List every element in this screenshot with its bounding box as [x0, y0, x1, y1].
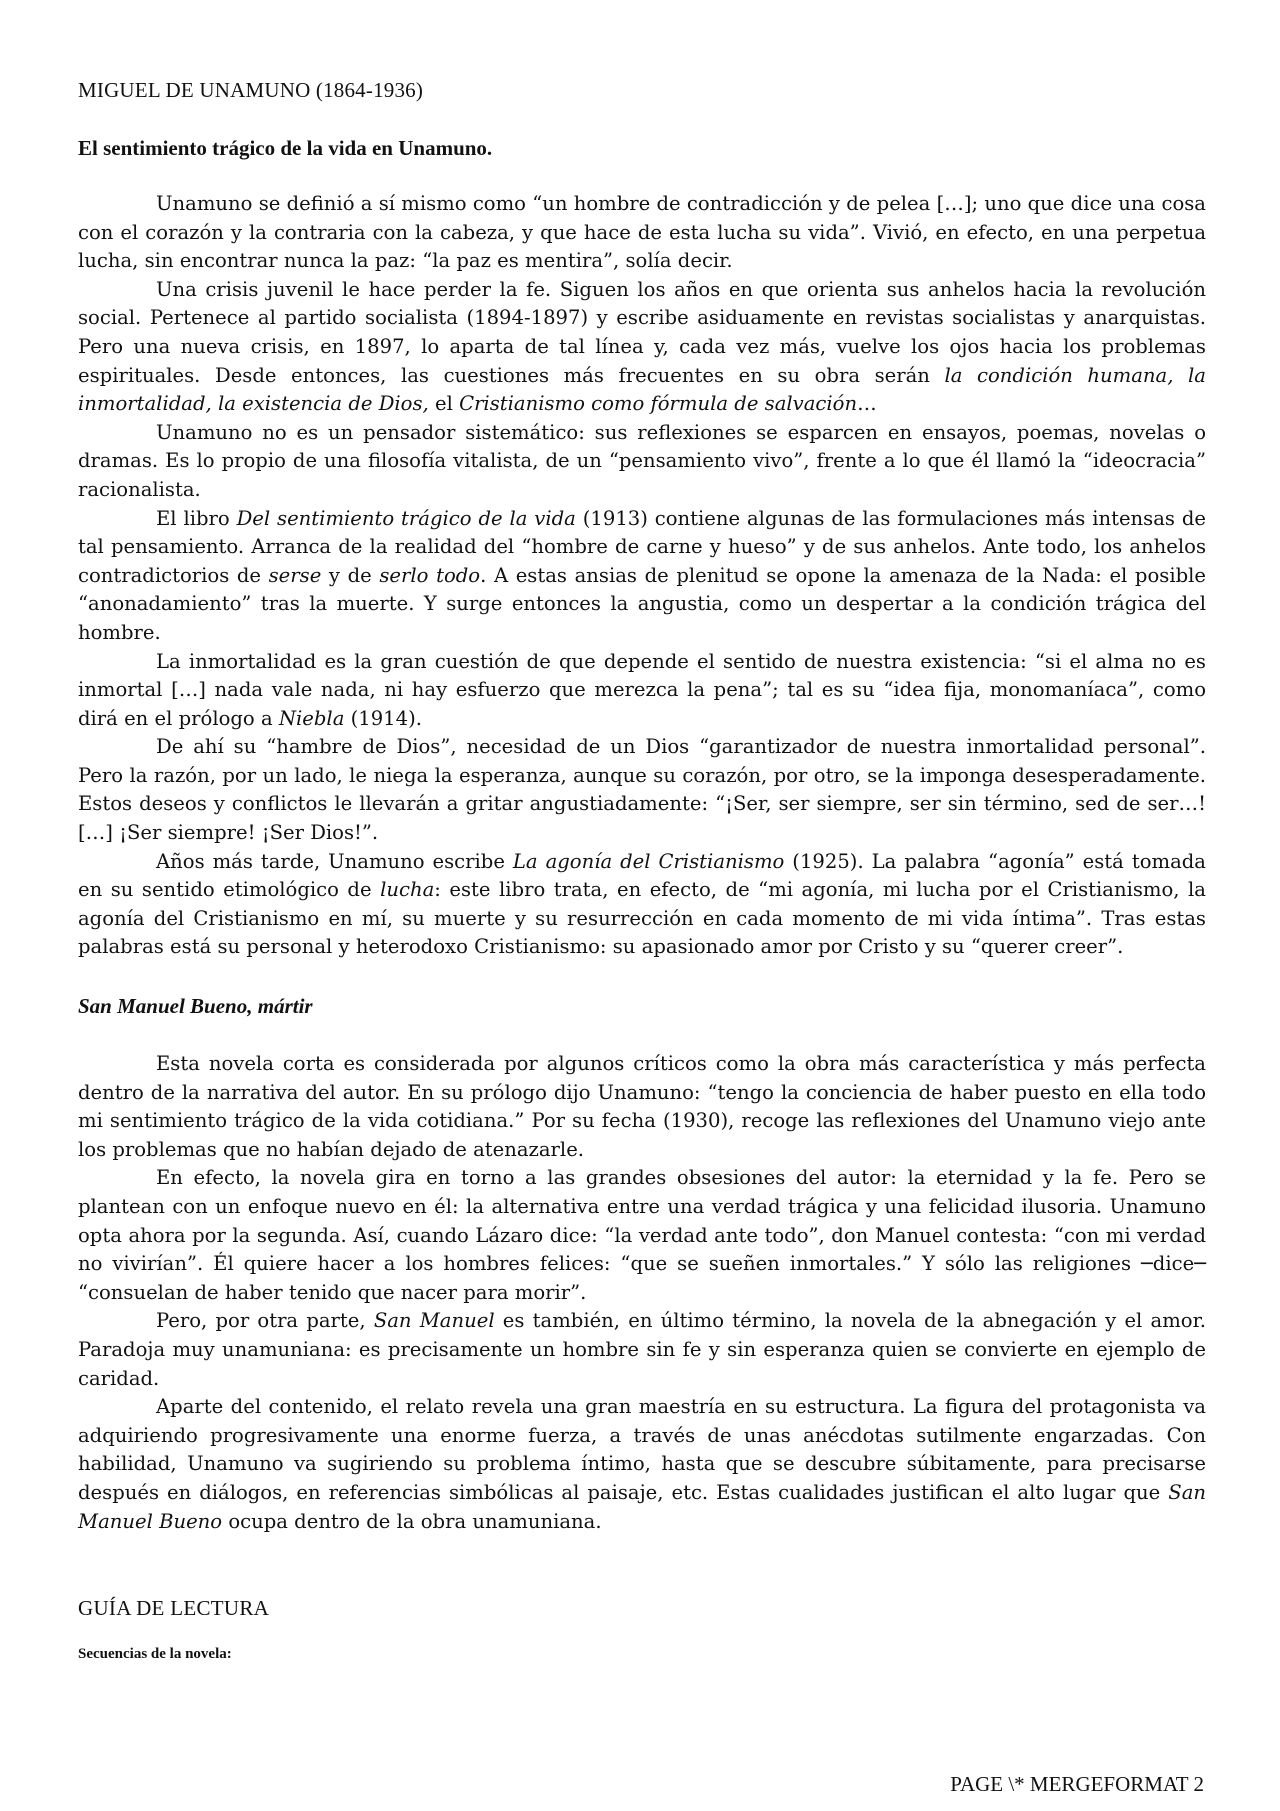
text-run: Una crisis juvenil le hace perder la fe. Siguen los años en que orienta sus anhelos hacia la revolución social. Pertenece al partido socialista (1894-1897) y escribe asiduamente en revistas socialistas y anarquistas. Pero una nueva crisis, en 1897, lo aparta de tal línea y, cada vez más, vuelve los ojos hacia los problemas espirituales. Desde entonces, las cuestiones más frecuentes en su obra serán: [78, 277, 1206, 387]
text-run: : este libro trata, en efecto, de “mi agonía, mi lucha por el Cristianismo, la agonía del Cristianismo en mí, su muerte y su resurrección en cada momento de mi vida íntima”. Tras estas palabras está su personal y heterodoxo Cristianismo: su apasionado amor por Cristo y su “querer creer”.: [78, 878, 1206, 959]
text-run: En efecto, la novela gira en torno a las grandes obsesiones del autor: la eternidad y la fe. Pero se plantean con un enfoque nuevo en él: la alternativa entre una verdad trágica y una felicidad ilusoria. Unamuno opta ahora por la segunda. Así, cuando Lázaro dice: “la verdad ante todo”, don Manuel contesta: “con mi verdad no vivirían”. Él quiere hacer a los hombres felices: “que se sueñen inmortales.” Y sólo las religiones ─dice─ “consuelan de haber tenido que nacer para morir”.: [78, 1166, 1206, 1304]
text-run: y de: [321, 563, 380, 587]
text-run: . A estas ansias de plenitud se opone la amenaza de la Nada: el posible “anonadamiento” tras la muerte. Y surge entonces la angustia, como un despertar a la condición trágica del hombre.: [78, 563, 1206, 644]
italic-text: Niebla: [278, 706, 345, 730]
text-run: …: [857, 392, 877, 416]
text-run: Unamuno no es un pensador sistemático: sus reflexiones se esparcen en ensayos, poemas, novelas o dramas. Es lo propio de una filosofía vitalista, de un “pensamiento vivo”, frente a lo que él llamó la “ideocracia” racionalista.: [78, 420, 1206, 501]
text-run: (1913) contiene algunas de las formulaciones más intensas de tal pensamiento. Arranca de la realidad del “hombre de carne y hueso” y de sus anhelos. Ante todo, los anhelos contradictorios de: [78, 506, 1206, 587]
section1-body: [78, 190, 1206, 962]
section2-paragraph: [78, 1164, 1206, 1307]
section2-paragraph: [78, 1050, 1206, 1164]
text-run: el: [428, 392, 460, 416]
section1-paragraph: [78, 419, 1206, 505]
text-run: La inmortalidad es la gran cuestión de que depende el sentido de nuestra existencia: “si el alma no es inmortal […] nada vale nada, ni hay esfuerzo que merezca la pena”; tal es su “idea fija, monomaníaca”, como dirá en el prólogo a: [78, 649, 1206, 730]
section1-paragraph: [78, 733, 1206, 847]
section-title-sentimiento: El sentimiento trágico de la vida en Unamuno.: [78, 136, 493, 160]
italic-text: Del sentimiento trágico de la vida: [236, 506, 576, 530]
section1-paragraph: [78, 505, 1206, 648]
section1-paragraph: [78, 276, 1206, 419]
italic-text: serse: [268, 563, 322, 587]
sequences-label: Secuencias de la novela:: [78, 1646, 232, 1663]
author-heading: MIGUEL DE UNAMUNO (1864-1936): [78, 78, 424, 102]
text-run: Pero, por otra parte,: [156, 1309, 374, 1333]
page-footer-field: PAGE \* MERGEFORMAT 2: [950, 1772, 1204, 1796]
section1-paragraph: [78, 190, 1206, 276]
text-run: Esta novela corta es considerada por algunos críticos como la obra más característica y más perfecta dentro de la narrativa del autor. En su prólogo dijo Unamuno: “tengo la conciencia de haber puesto en ella todo mi sentimiento trágico de la vida cotidiana.” Por su fecha (1930), recoge las reflexiones del Unamuno viejo ante los problemas que no habían dejado de atenazarle.: [78, 1052, 1206, 1161]
section2-paragraph: [78, 1307, 1206, 1393]
section1-paragraph: [78, 648, 1206, 734]
italic-text: Cristianismo como fórmula de salvación: [459, 392, 858, 416]
italic-text: San Manuel Bueno: [78, 1480, 1206, 1533]
italic-text: lucha: [380, 878, 435, 902]
italic-text: la condición humana, la inmortalidad, la existencia de Dios,: [78, 363, 1206, 416]
text-run: (1925). La palabra “agonía” está tomada en su sentido etimológico de: [78, 849, 1206, 902]
section2-body: [78, 1050, 1206, 1536]
text-run: ocupa dentro de la obra unamuniana.: [222, 1509, 602, 1533]
reading-guide-heading: GUÍA DE LECTURA: [78, 1596, 270, 1621]
text-run: es también, en último término, la novela de la abnegación y el amor. Paradoja muy unamuniana: es precisamente un hombre sin fe y sin esperanza quien se convierte en ejemplo de caridad.: [78, 1309, 1207, 1390]
page-content: [78, 76, 1206, 1664]
italic-text: serlo todo: [379, 563, 481, 587]
text-run: De ahí su “hambre de Dios”, necesidad de un Dios “garantizador de nuestra inmortalidad personal”. Pero la razón, por un lado, le niega la esperanza, aunque su corazón, por otro, se la imponga desesperadamente. Estos deseos y conflictos le llevarán a gritar angustiadamente: “¡Ser, ser siempre, ser sin término, sed de ser…! […] ¡Ser siempre! ¡Ser Dios!”.: [78, 735, 1206, 845]
section1-paragraph: [78, 848, 1206, 962]
text-run: (1914).: [344, 706, 422, 730]
italic-text: San Manuel: [373, 1309, 495, 1333]
text-run: Años más tarde, Unamuno escribe: [156, 849, 513, 873]
section2-paragraph: [78, 1393, 1206, 1536]
text-run: El libro: [156, 506, 237, 530]
section-title-san-manuel: San Manuel Bueno, mártir: [78, 994, 313, 1019]
text-run: Aparte del contenido, el relato revela una gran maestría en su estructura. La figura del protagonista va adquiriendo progresivamente una enorme fuerza, a través de unas anécdotas sutilmente engarzadas. Con habilidad, Unamuno va sugiriendo su problema íntimo, hasta que se descubre súbitamente, para precisarse después en diálogos, en referencias simbólicas al paisaje, etc. Estas cualidades justifican el alto lugar que: [78, 1395, 1206, 1504]
italic-text: La agonía del Cristianismo: [512, 849, 785, 873]
text-run: Unamuno se definió a sí mismo como “un hombre de contradicción y de pelea […]; uno que dice una cosa con el corazón y la contraria con la cabeza, y que hace de esta lucha su vida”. Vivió, en efecto, en una perpetua lucha, sin encontrar nunca la paz: “la paz es mentira”, solía decir.: [78, 192, 1206, 273]
